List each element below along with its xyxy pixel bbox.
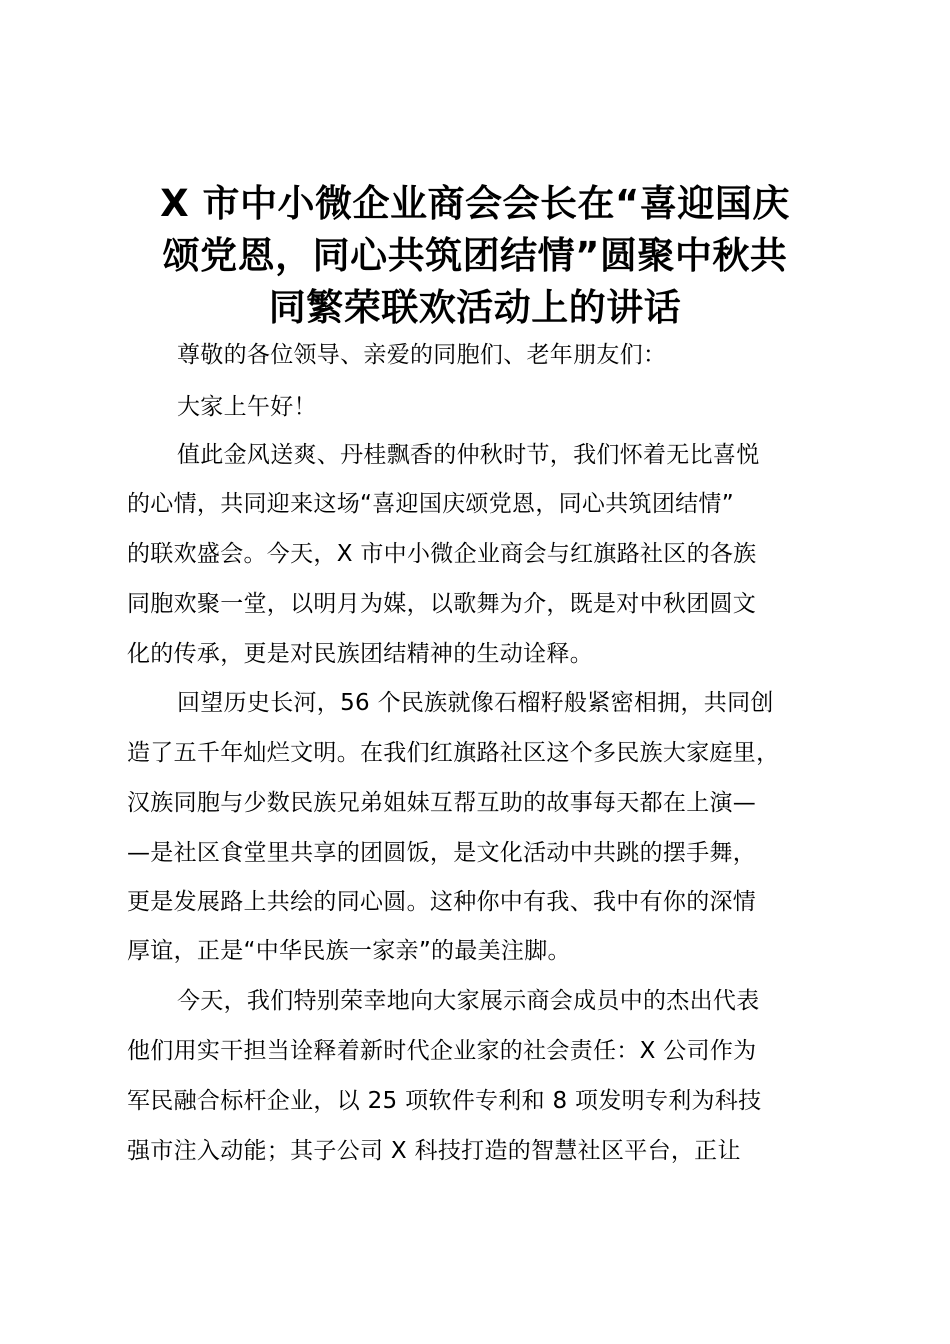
paragraph-3-line: 他们用实干担当诠释着新时代企业家的社会责任：X 公司作为 — [127, 1038, 757, 1064]
paragraph-1-line: 同胞欢聚一堂，以明月为媒，以歌舞为介，既是对中秋团圆文 — [127, 591, 757, 617]
paragraph-1-line: 值此金风送爽、丹桂飘香的仲秋时节，我们怀着无比喜悦 — [177, 442, 760, 468]
greeting: 尊敬的各位领导、亲爱的同胞们、老年朋友们： — [177, 342, 667, 368]
paragraph-2-line: 造了五千年灿烂文明。在我们红旗路社区这个多民族大家庭里， — [127, 740, 780, 766]
title-line: 颂党恩，同心共筑团结情”圆聚中秋共 — [162, 234, 788, 277]
paragraph-2-line: 回望历史长河，56 个民族就像石榴籽般紧密相拥，共同创 — [177, 690, 774, 716]
paragraph-2-line: 汉族同胞与少数民族兄弟姐妹互帮互助的故事每天都在上演— — [127, 790, 757, 816]
paragraph-2-line: —是社区食堂里共享的团圆饭，是文化活动中共跳的摆手舞， — [127, 840, 757, 866]
title-line: 同繁荣联欢活动上的讲话 — [268, 286, 682, 329]
document-title — [110, 178, 840, 334]
paragraph-1-line: 的联欢盛会。今天，X 市中小微企业商会与红旗路社区的各族 — [127, 541, 757, 567]
paragraph-3-line: 强市注入动能；其子公司 X 科技打造的智慧社区平台，正让 — [127, 1138, 741, 1164]
paragraph-3-line: 军民融合标杆企业，以 25 项软件专利和 8 项发明专利为科技 — [127, 1088, 762, 1114]
paragraph-1-line: 化的传承，更是对民族团结精神的生动诠释。 — [127, 641, 593, 667]
paragraph-2-line: 厚谊，正是“中华民族一家亲”的最美注脚。 — [127, 938, 571, 964]
paragraph-2-line: 更是发展路上共绘的同心圆。这种你中有我、我中有你的深情 — [127, 889, 757, 915]
paragraph-1-line: 的心情，共同迎来这场“喜迎国庆颂党恩，同心共筑团结情” — [127, 491, 734, 517]
title-line: X 市中小微企业商会会长在“喜迎国庆 — [160, 182, 790, 225]
salutation: 大家上午好！ — [177, 394, 317, 420]
paragraph-3-line: 今天，我们特别荣幸地向大家展示商会成员中的杰出代表 — [177, 988, 760, 1014]
